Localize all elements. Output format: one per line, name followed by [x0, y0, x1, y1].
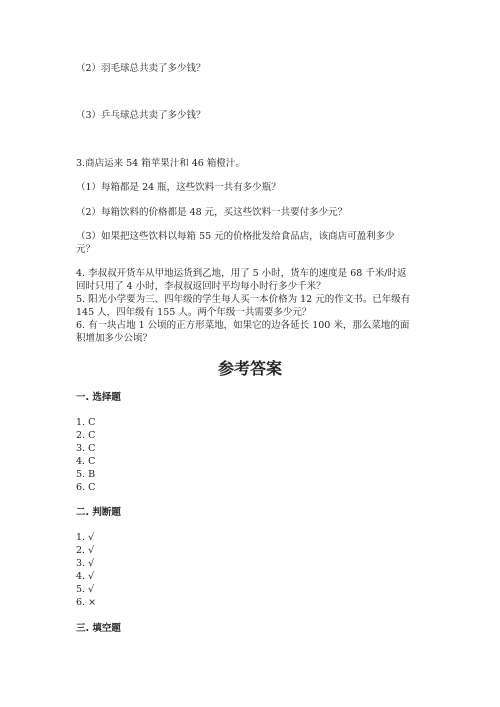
answer-item: 2. C [76, 430, 96, 441]
answer-item: 1. C [76, 417, 96, 428]
question-3: 3.商店运来 54 箱苹果汁和 46 箱橙汁。 [76, 158, 245, 169]
answer-item: 5. √ [76, 584, 95, 595]
answer-item: 3. C [76, 443, 96, 454]
question-5-line-1: 5. 阳光小学要为三、四年级的学生每人买一本价格为 12 元的作文书。已年级有 [76, 294, 411, 305]
section-heading-multiple-choice: 一. 选择题 [76, 392, 121, 403]
answer-key-title: 参考答案 [217, 359, 282, 378]
question-5-line-2: 145 人，四年级有 155 人。两个年级一共需要多少元？ [76, 307, 312, 318]
answer-item: 6. × [76, 597, 97, 608]
question-2-part-3: （3）乒乓球总共卖了多少钱？ [76, 110, 206, 121]
answer-item: 4. √ [76, 571, 95, 582]
section-heading-true-false: 二. 判断题 [76, 507, 121, 518]
question-3-part-1: （1）每箱都是 24 瓶，这些饮料一共有多少瓶？ [76, 182, 281, 193]
answer-item: 5. B [76, 469, 96, 480]
question-3-part-3-line-2: 元？ [76, 244, 96, 255]
answer-item: 6. C [76, 482, 96, 493]
question-3-part-3-line-1: （3）如果把这些饮料以每箱 55 元的价格批发给食品店，该商店可盈利多少 [76, 231, 395, 242]
question-2-part-2: （2）羽毛球总共卖了多少钱？ [76, 63, 206, 74]
question-4-line-2: 回时只用了 4 小时，李叔叔返回时平均每小时行多少千米？ [76, 281, 326, 292]
section-heading-fill-in-blank: 三. 填空题 [76, 623, 121, 634]
question-6-line-1: 6. 有一块占地 1 公顷的正方形菜地，如果它的边各延长 100 米，那么菜地的面 [76, 320, 410, 331]
answer-item: 2. √ [76, 545, 95, 556]
answer-item: 1. √ [76, 532, 95, 543]
answer-item: 3. √ [76, 558, 95, 569]
answer-item: 4. C [76, 456, 96, 467]
question-6-line-2: 积增加多少公顷？ [76, 333, 153, 344]
question-4-line-1: 4. 李叔叔开货车从甲地运货到乙地，用了 5 小时，货车的速度是 68 千米/时返 [76, 268, 407, 279]
question-3-part-2: （2）每箱饮料的价格都是 48 元，买这些饮料一共要付多少元？ [76, 207, 348, 218]
